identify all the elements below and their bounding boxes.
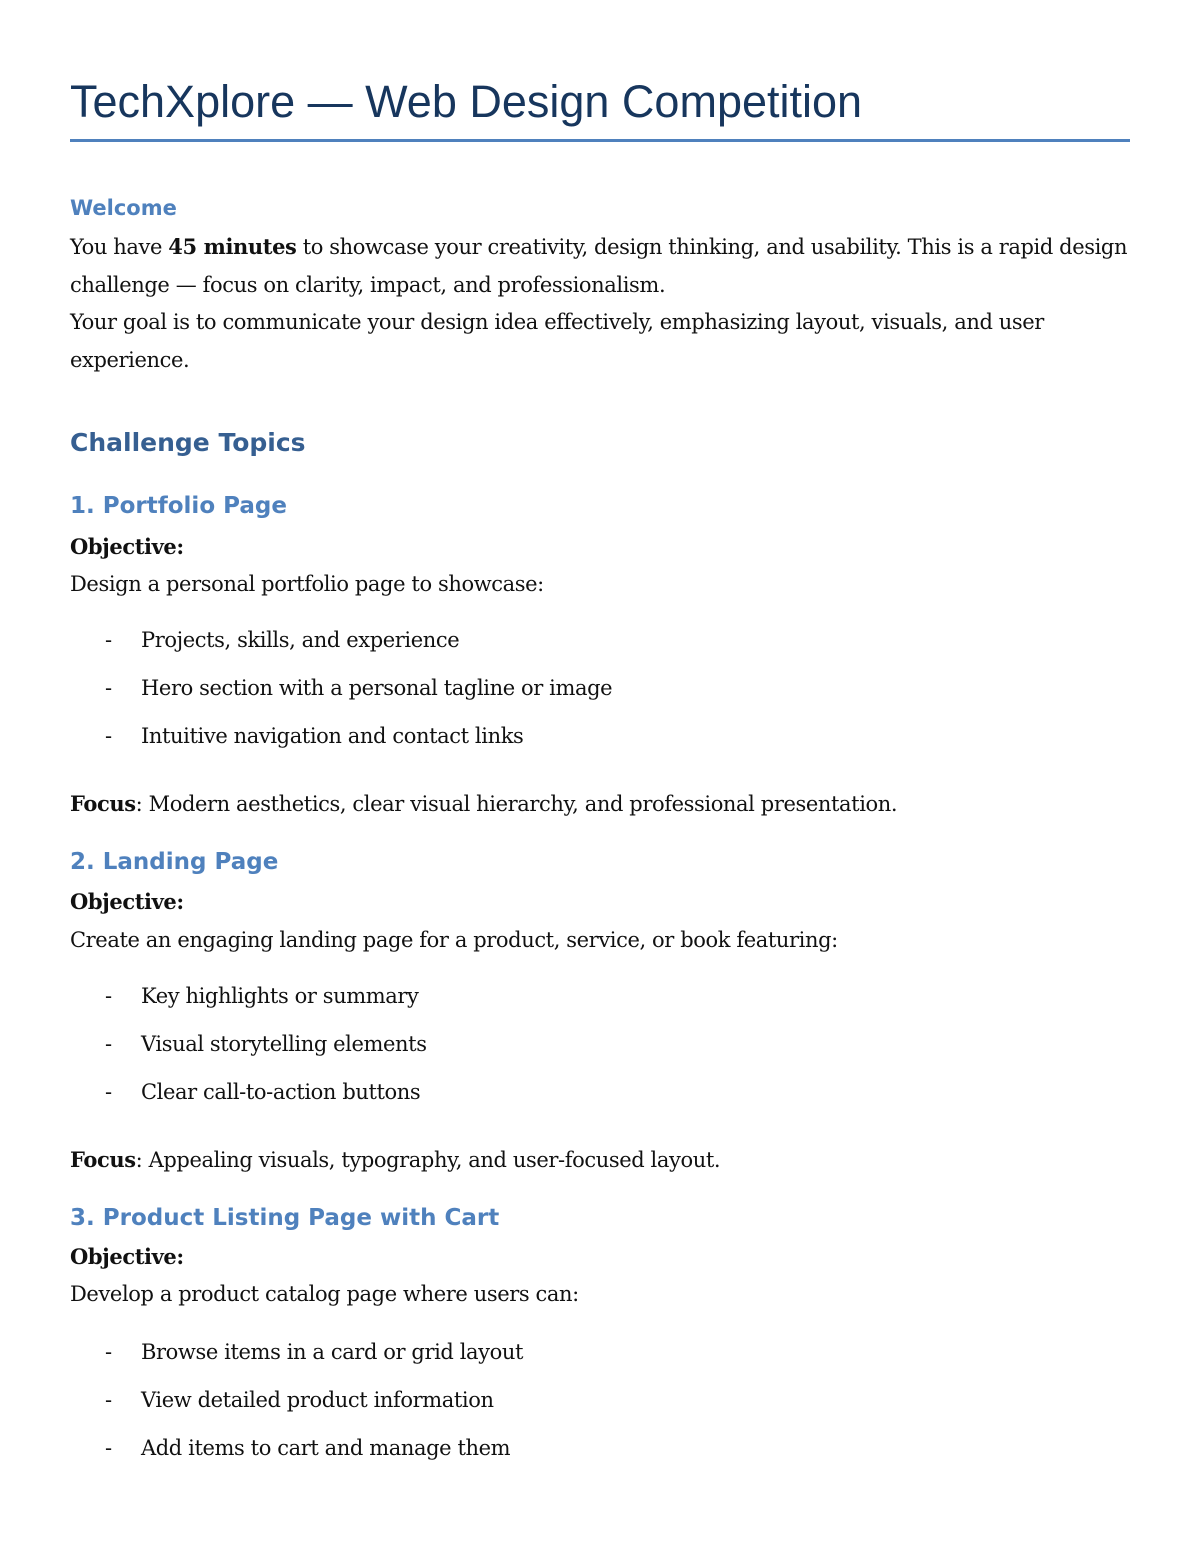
- bullet-dash: -: [105, 1080, 112, 1104]
- topic-3-objective-label: Objective:: [70, 1244, 184, 1269]
- focus-label: Focus: [70, 1147, 136, 1172]
- bullet-dash: -: [105, 628, 112, 652]
- topic-1-objective-text: Design a personal portfolio page to showcase:: [70, 572, 544, 596]
- bullet-text: Key highlights or summary: [141, 984, 419, 1008]
- welcome-heading: Welcome: [70, 196, 177, 220]
- welcome-intro-duration: 45 minutes: [168, 234, 297, 259]
- bullet-dash: -: [105, 1340, 112, 1364]
- bullet-dash: -: [105, 724, 112, 748]
- bullet-text: Add items to cart and manage them: [141, 1436, 511, 1460]
- focus-label: Focus: [70, 791, 136, 816]
- focus-text: : Modern aesthetics, clear visual hierarchy, and professional presentation.: [135, 792, 898, 816]
- bullet-text: Visual storytelling elements: [141, 1032, 427, 1056]
- bullet-text: View detailed product information: [141, 1388, 494, 1412]
- focus-text: : Appealing visuals, typography, and user-focused layout.: [135, 1148, 721, 1172]
- bullet-dash: -: [105, 1436, 112, 1460]
- topic-1-objective-label: Objective:: [70, 534, 184, 559]
- welcome-goal-paragraph: Your goal is to communicate your design idea effectively, emphasizing layout, visuals, and user experience.: [70, 310, 1044, 372]
- bullet-dash: -: [105, 1388, 112, 1412]
- document-title: TechXplore — Web Design Competition: [70, 76, 863, 127]
- title-underline: [70, 139, 1130, 142]
- bullet-text: Projects, skills, and experience: [141, 628, 460, 652]
- challenge-topics-heading: Challenge Topics: [70, 428, 306, 457]
- bullet-dash: -: [105, 984, 112, 1008]
- topic-2-focus: [70, 1145, 720, 1175]
- bullet-dash: -: [105, 676, 112, 700]
- topic-2-objective-label: Objective:: [70, 889, 184, 914]
- topic-3-objective-text: Develop a product catalog page where users can:: [70, 1282, 579, 1306]
- topic-2-title: 2. Landing Page: [70, 849, 279, 875]
- bullet-text: Clear call-to-action buttons: [141, 1080, 421, 1104]
- bullet-text: Hero section with a personal tagline or image: [141, 676, 613, 700]
- bullet-text: Intuitive navigation and contact links: [141, 724, 524, 748]
- welcome-intro-after: to showcase your creativity, design thinking, and usability. This is a rapid design challenge — focus on clarity, impact, and professionalism.: [70, 235, 1128, 297]
- topic-2-objective-text: Create an engaging landing page for a product, service, or book featuring:: [70, 928, 838, 952]
- topic-1-title: 1. Portfolio Page: [70, 493, 287, 519]
- welcome-intro-before: You have: [70, 235, 169, 259]
- topic-1-focus: [70, 789, 897, 819]
- bullet-text: Browse items in a card or grid layout: [141, 1340, 524, 1364]
- topic-3-title: 3. Product Listing Page with Cart: [70, 1205, 500, 1231]
- welcome-intro-paragraph: [70, 228, 1130, 304]
- bullet-dash: -: [105, 1032, 112, 1056]
- welcome-body: [70, 228, 1130, 379]
